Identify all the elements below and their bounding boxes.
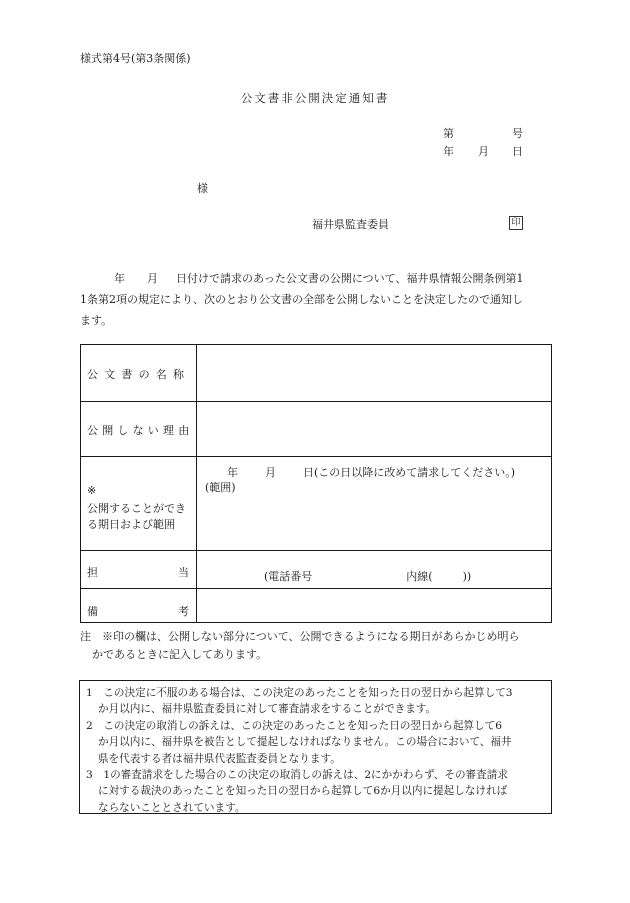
- period-month-label: 月: [265, 466, 276, 479]
- document-name-row: [81, 345, 551, 402]
- contact-phone-line: [264, 568, 471, 584]
- document-number-prefix: 第: [443, 127, 454, 140]
- date-day-label: 日: [512, 145, 523, 158]
- appeal-item-2-line-1: 2 この決定の取消しの訴えは、この決定のあったことを知った日の翌日から起算して6: [86, 719, 502, 732]
- intro-year-label: 年: [114, 272, 125, 285]
- issuer-name: 福井県監査委員: [312, 218, 389, 231]
- reason-label-cell: [81, 402, 197, 456]
- appeal-item-3-line-1: 3 1の審査請求をした場合のこの決定の取消しの訴えは、2にかかわらず、その審査請求: [86, 769, 508, 782]
- disclosure-range-label: (範囲): [205, 481, 236, 494]
- footnote: [80, 628, 552, 664]
- addressee-suffix: 様: [197, 182, 208, 195]
- appeal-item-2-line-3: 県を代表する者は福井県代表監査委員となります。: [98, 752, 341, 765]
- disclosure-period-row: [81, 457, 551, 551]
- phone-number-label: (電話番号: [264, 570, 313, 583]
- extension-label: 内線(: [406, 570, 433, 583]
- disclosure-period-label-line-2: る期日および範囲: [87, 518, 175, 531]
- appeal-item-1-line-2: か月以内に、福井県監査委員に対して審査請求をすることができます。: [98, 703, 437, 716]
- date-year-label: 年: [443, 145, 454, 158]
- seal-stamp-box: 印: [509, 216, 523, 230]
- reason-label: 公開しない理由: [87, 424, 194, 437]
- document-name-label-cell: [81, 345, 197, 401]
- appeal-item-2-line-2: か月以内に、福井県を被告として提起しなければなりません。この場合において、福井: [98, 736, 512, 749]
- appeal-item-3-line-3: ならないこととされています。: [98, 801, 246, 814]
- appeal-instructions-box: [79, 680, 552, 814]
- asterisk-mark: ※: [87, 484, 97, 497]
- disclosure-period-label-cell: [81, 457, 197, 550]
- date-month-label: 月: [478, 145, 489, 158]
- contact-row: [81, 551, 551, 589]
- footnote-line-1: 注 ※印の欄は、公開しない部分について、公開できるようになる期日があらかじめ明ら: [80, 630, 520, 643]
- disclosure-date-line: [227, 464, 515, 480]
- document-title: 公文書非公開決定通知書: [240, 91, 390, 105]
- contact-closing-brackets: )): [462, 570, 472, 583]
- document-name-label: 公文書の名称: [87, 368, 191, 381]
- remarks-row: [81, 589, 551, 623]
- intro-line-1: [80, 268, 552, 289]
- decision-table: [80, 344, 552, 623]
- period-day-note: 日(この日以降に改めて請求してください。): [303, 466, 516, 479]
- intro-paragraph: [80, 268, 552, 331]
- remarks-label-cell: [81, 589, 197, 623]
- remarks-label-char-1: 備: [87, 605, 98, 618]
- form-number-label: 様式第4号(第3条関係): [80, 52, 191, 65]
- disclosure-period-label-line-1: 公開することができ: [87, 502, 186, 515]
- appeal-item-1-line-1: 1 この決定に不服のある場合は、この決定のあったことを知った日の翌日から起算して3: [86, 687, 513, 699]
- contact-label-cell: [81, 551, 197, 588]
- intro-line-1-text: 日付けで請求のあった公文書の公開について、福井県情報公開条例第1: [176, 272, 524, 285]
- reason-row: [81, 402, 551, 457]
- contact-label-char-1: 担: [87, 566, 98, 579]
- intro-month-label: 月: [147, 272, 158, 285]
- intro-line-2: 1条第2項の規定により、次のとおり公文書の全部を公開しないことを決定したので通知し: [80, 293, 523, 306]
- contact-label-char-2: 当: [178, 566, 189, 579]
- period-year-label: 年: [227, 466, 238, 479]
- remarks-label-char-2: 考: [178, 605, 189, 618]
- document-number-suffix: 号: [512, 127, 523, 140]
- appeal-item-3-line-2: に対する裁決のあったことを知った日の翌日から起算して6か月以内に提起しなければ: [98, 785, 508, 798]
- footnote-line-2: かであるときに記入してあります。: [92, 648, 268, 661]
- intro-line-3: ます。: [80, 314, 113, 327]
